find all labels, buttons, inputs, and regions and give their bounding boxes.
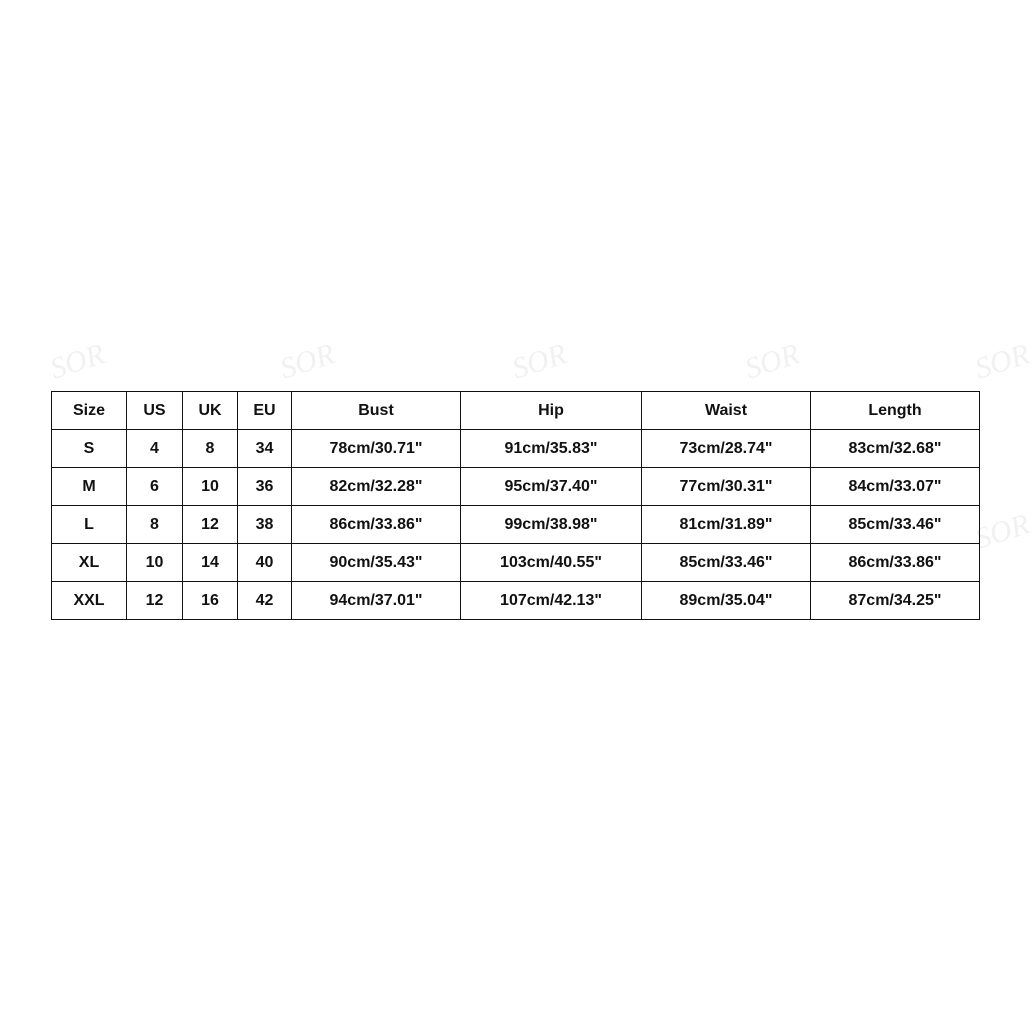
cell-size: L bbox=[52, 506, 127, 544]
cell-eu: 40 bbox=[238, 544, 292, 582]
table-row bbox=[52, 582, 980, 620]
header-waist: Waist bbox=[642, 392, 811, 430]
cell-waist: 89cm/35.04" bbox=[642, 582, 811, 620]
cell-hip: 91cm/35.83" bbox=[461, 430, 642, 468]
cell-bust: 78cm/30.71" bbox=[292, 430, 461, 468]
cell-bust: 94cm/37.01" bbox=[292, 582, 461, 620]
cell-bust: 90cm/35.43" bbox=[292, 544, 461, 582]
cell-size: XXL bbox=[52, 582, 127, 620]
cell-size: XL bbox=[52, 544, 127, 582]
cell-hip: 103cm/40.55" bbox=[461, 544, 642, 582]
cell-eu: 42 bbox=[238, 582, 292, 620]
cell-hip: 95cm/37.40" bbox=[461, 468, 642, 506]
header-bust: Bust bbox=[292, 392, 461, 430]
table-row bbox=[52, 544, 980, 582]
cell-length: 83cm/32.68" bbox=[811, 430, 980, 468]
cell-bust: 86cm/33.86" bbox=[292, 506, 461, 544]
cell-hip: 99cm/38.98" bbox=[461, 506, 642, 544]
cell-hip: 107cm/42.13" bbox=[461, 582, 642, 620]
watermark-text: SOR bbox=[971, 507, 1034, 556]
cell-eu: 38 bbox=[238, 506, 292, 544]
cell-us: 10 bbox=[127, 544, 183, 582]
cell-uk: 14 bbox=[183, 544, 238, 582]
cell-uk: 10 bbox=[183, 468, 238, 506]
cell-us: 6 bbox=[127, 468, 183, 506]
cell-us: 8 bbox=[127, 506, 183, 544]
cell-waist: 77cm/30.31" bbox=[642, 468, 811, 506]
cell-uk: 8 bbox=[183, 430, 238, 468]
cell-length: 84cm/33.07" bbox=[811, 468, 980, 506]
cell-uk: 12 bbox=[183, 506, 238, 544]
watermark-text: SOR bbox=[276, 337, 339, 386]
watermark-text: SOR bbox=[971, 337, 1034, 386]
cell-eu: 36 bbox=[238, 468, 292, 506]
header-eu: EU bbox=[238, 392, 292, 430]
cell-size: M bbox=[52, 468, 127, 506]
header-length: Length bbox=[811, 392, 980, 430]
cell-waist: 81cm/31.89" bbox=[642, 506, 811, 544]
cell-waist: 85cm/33.46" bbox=[642, 544, 811, 582]
table-row bbox=[52, 430, 980, 468]
table-row bbox=[52, 468, 980, 506]
header-us: US bbox=[127, 392, 183, 430]
table-row bbox=[52, 506, 980, 544]
header-uk: UK bbox=[183, 392, 238, 430]
size-chart-table bbox=[51, 391, 980, 620]
watermark-text: SOR bbox=[46, 337, 109, 386]
cell-us: 4 bbox=[127, 430, 183, 468]
cell-bust: 82cm/32.28" bbox=[292, 468, 461, 506]
cell-us: 12 bbox=[127, 582, 183, 620]
table-header-row bbox=[52, 392, 980, 430]
cell-length: 87cm/34.25" bbox=[811, 582, 980, 620]
cell-size: S bbox=[52, 430, 127, 468]
cell-length: 85cm/33.46" bbox=[811, 506, 980, 544]
cell-eu: 34 bbox=[238, 430, 292, 468]
watermark-text: SOR bbox=[741, 337, 804, 386]
cell-uk: 16 bbox=[183, 582, 238, 620]
cell-length: 86cm/33.86" bbox=[811, 544, 980, 582]
watermark-text: SOR bbox=[508, 337, 571, 386]
cell-waist: 73cm/28.74" bbox=[642, 430, 811, 468]
header-hip: Hip bbox=[461, 392, 642, 430]
header-size: Size bbox=[52, 392, 127, 430]
